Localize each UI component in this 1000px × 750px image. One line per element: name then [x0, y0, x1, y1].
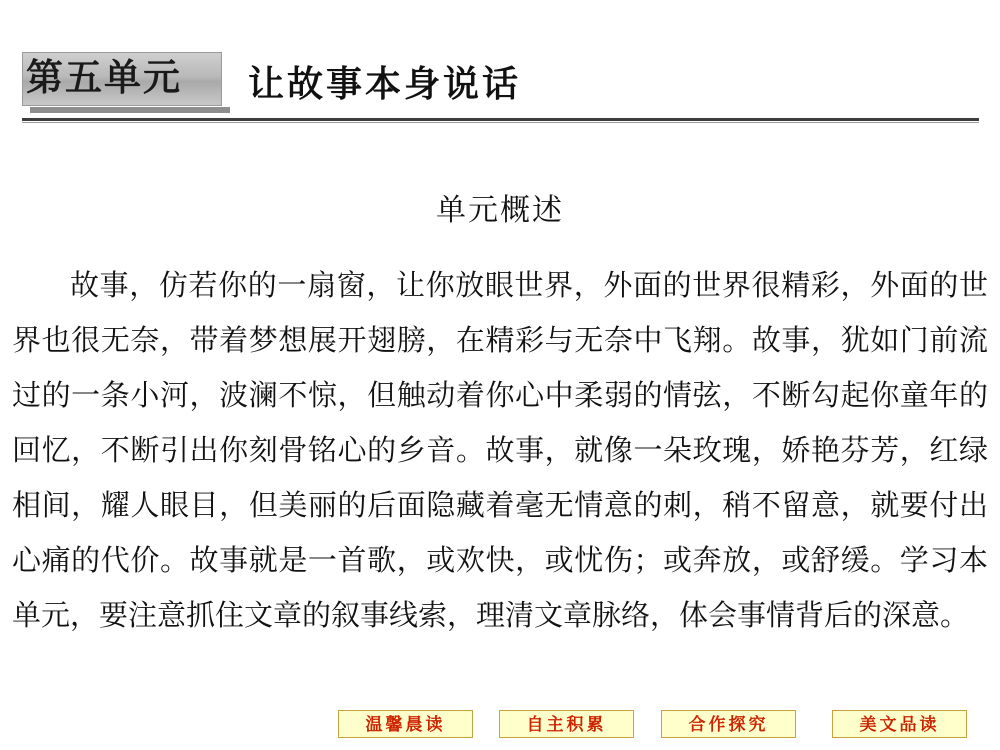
tab-essay-appreciation[interactable]: 美文品读 — [832, 710, 967, 738]
header-divider-secondary — [22, 122, 979, 123]
unit-badge-shadow — [30, 107, 230, 113]
tab-cooperative-inquiry[interactable]: 合作探究 — [661, 710, 796, 738]
section-title: 单元概述 — [436, 193, 564, 228]
tab-morning-reading[interactable]: 温馨晨读 — [338, 710, 473, 738]
tab-self-accumulation[interactable]: 自主积累 — [499, 710, 634, 738]
unit-badge-label: 第五单元 — [26, 55, 182, 99]
overview-paragraph: 故事，仿若你的一扇窗，让你放眼世界，外面的世界很精彩，外面的世界也很无奈，带着梦想展开翅膀，在精彩与无奈中飞翔。故事，犹如门前流过的一条小河，波澜不惊，但触动着你心中柔弱的情弦，不断勾起你童年的回忆，不断引出你刻骨铭心的乡音。故事，就像一朵玫瑰，娇艳芬芳，红绿相间，耀人眼目，但美丽的后面隐藏着毫无情意的刺，稍不留意，就要付出心痛的代价。故事就是一首歌，或欢快，或忧伤；或奔放，或舒缓。学习本单元，要注意抓住文章的叙事线索，理清文章脉络，体会事情背后的深意。 — [12, 268, 988, 632]
header-divider — [22, 118, 979, 121]
slide-header — [0, 44, 1000, 124]
footer-tabs — [0, 710, 1000, 742]
page-title: 让故事本身说话 — [248, 63, 522, 105]
